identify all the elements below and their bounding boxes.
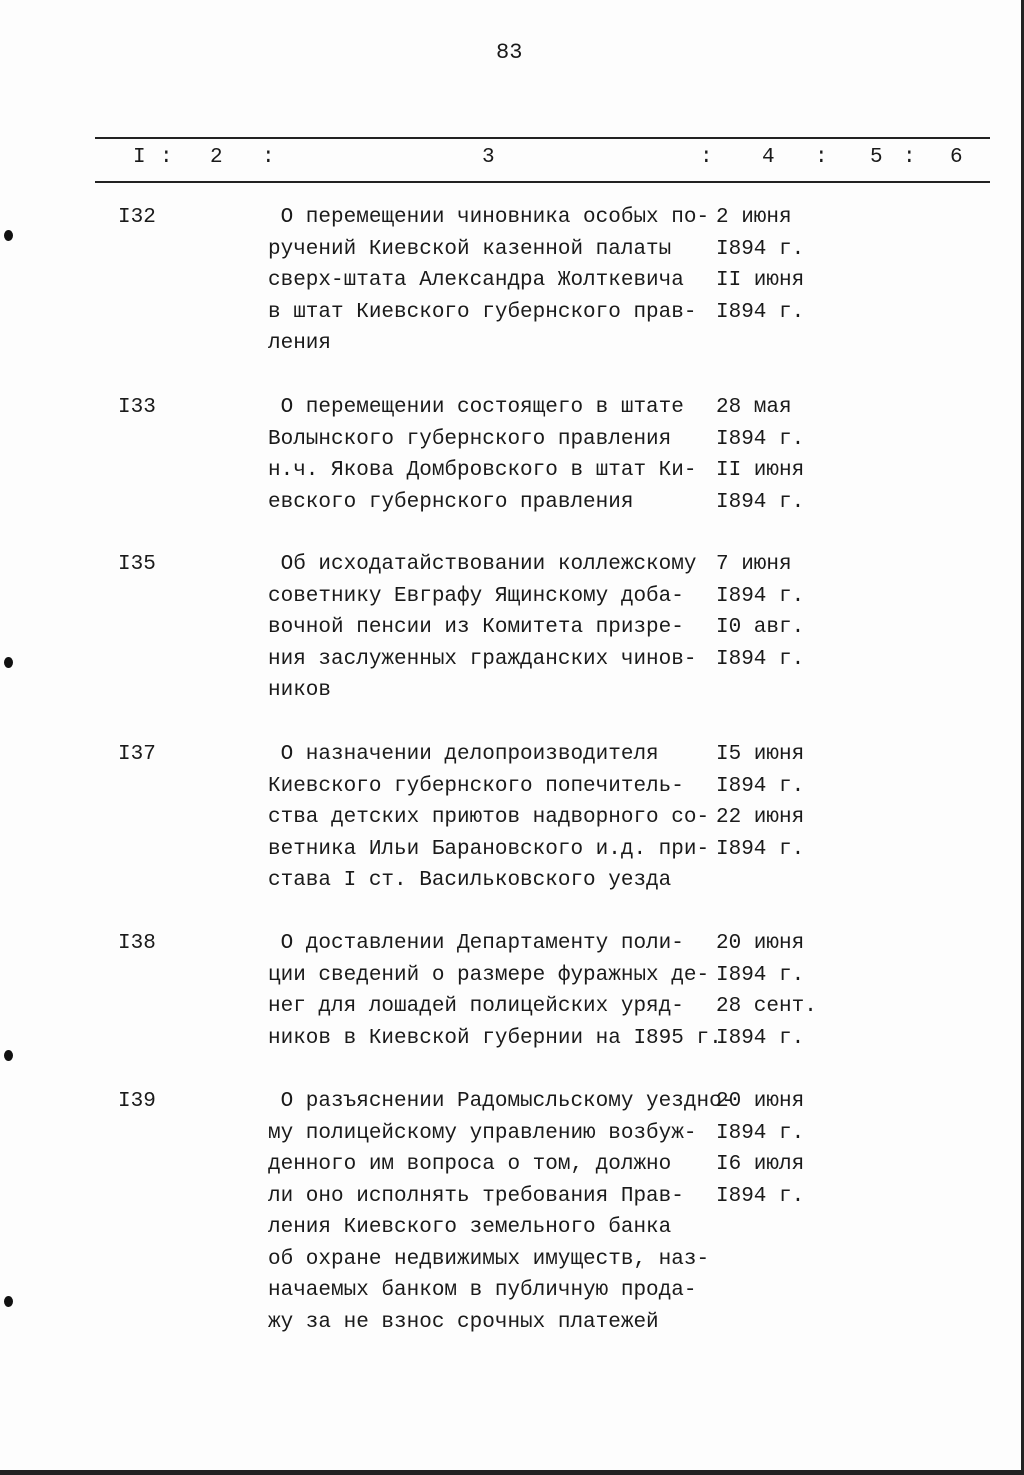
col-4: 4	[762, 146, 775, 169]
entry-date: I894 г.	[716, 584, 805, 608]
entry-text-line: ников	[268, 679, 332, 702]
entry-number: I33	[118, 396, 156, 419]
page-edge-bottom	[0, 1470, 1024, 1475]
entry-number: I37	[118, 743, 156, 766]
entry-text-line: О разъяснении Радомысльскому уездно-	[268, 1090, 735, 1113]
entry-text-line: н.ч. Якова Домбровского в штат Ки-	[268, 459, 697, 482]
entry-text-line: О назначении делопроизводителя	[268, 743, 659, 766]
entry-number: I39	[118, 1090, 156, 1113]
entry-text-line: Об исходатайствовании коллежскому	[268, 553, 697, 576]
entry-date: II июня	[716, 269, 805, 292]
entry-date: 2 июня	[716, 206, 792, 229]
entry-text-line: ния заслуженных гражданских чинов-	[268, 647, 697, 671]
entry-text-line: об охране недвижимых имуществ, наз-	[268, 1247, 710, 1271]
entry-date: 20 июня	[716, 1090, 805, 1113]
col-5: 5	[870, 146, 883, 169]
entry-text-line: начаемых банком в публичную прода-	[268, 1279, 697, 1302]
entry-date: II июня	[716, 459, 805, 482]
entry-number: I38	[118, 932, 156, 955]
entry-date: 28 сент.	[716, 995, 817, 1018]
entry-date: 20 июня	[716, 932, 805, 955]
entry-text-line: ции сведений о размере фуражных де-	[268, 963, 710, 987]
entry-text-line: ручений Киевской казенной палаты	[268, 237, 672, 261]
entry-text-line: ства детских приютов надворного со-	[268, 806, 710, 829]
header-top-rule	[95, 137, 990, 139]
entry-number: I35	[118, 553, 156, 576]
entry-text-line: денного им вопроса о том, должно	[268, 1153, 672, 1176]
entry-date: I6 июля	[716, 1153, 805, 1176]
entry-text-line: ников в Киевской губернии на I895 г.	[268, 1026, 722, 1050]
entry-text-line: Волынского губернского правления	[268, 427, 672, 451]
entry-date: 28 мая	[716, 396, 792, 419]
col-2: 2	[210, 146, 223, 169]
entry-text-line: жу за не взнос срочных платежей	[268, 1310, 659, 1334]
entry-text-line: О перемещении состоящего в штате	[268, 396, 684, 419]
col-3: 3	[482, 146, 495, 169]
entry-text-line: евского губернского правления	[268, 490, 634, 514]
entry-text-line: вочной пенсии из Комитета призре-	[268, 616, 684, 639]
entry-date: I894 г.	[716, 1184, 805, 1208]
col-6: 6	[950, 146, 963, 169]
entry-text-line: советнику Евграфу Ящинскому доба-	[268, 584, 684, 608]
col-sep: :	[815, 146, 828, 169]
entry-date: I894 г.	[716, 1121, 805, 1145]
entry-date: I894 г.	[716, 427, 805, 451]
col-sep: :	[700, 146, 713, 169]
entry-date: I894 г.	[716, 300, 805, 324]
entry-date: I894 г.	[716, 963, 805, 987]
entry-text-line: става I ст. Васильковского уезда	[268, 869, 672, 892]
entry-date: I894 г.	[716, 1026, 805, 1050]
entry-text-line: сверх-штата Александра Жолткевича	[268, 269, 684, 292]
col-1: I	[133, 146, 146, 169]
entry-text-line: О доставлении Департаменту поли-	[268, 932, 684, 955]
col-sep: :	[160, 146, 173, 169]
punch-hole	[4, 230, 13, 241]
punch-hole	[4, 657, 13, 668]
entry-text-line: ветника Ильи Барановского и.д. при-	[268, 837, 710, 861]
entry-text-line: в штат Киевского губернского прав-	[268, 300, 697, 324]
entry-text-line: Киевского губернского попечитель-	[268, 774, 684, 798]
page-number: 83	[496, 40, 523, 65]
entry-date: I894 г.	[716, 647, 805, 671]
entry-date: 7 июня	[716, 553, 792, 576]
header-bottom-rule	[95, 181, 990, 183]
entry-date: I0 авг.	[716, 616, 805, 639]
punch-hole	[4, 1296, 13, 1307]
entry-text-line: нег для лошадей полицейских уряд-	[268, 995, 684, 1018]
entry-date: 22 июня	[716, 806, 805, 829]
entry-date: I894 г.	[716, 490, 805, 514]
col-sep: :	[262, 146, 275, 169]
entry-text-line: ли оно исполнять требования Прав-	[268, 1184, 684, 1208]
entry-text-line: О перемещении чиновника особых по-	[268, 206, 710, 229]
punch-hole	[4, 1050, 13, 1061]
entry-date: I894 г.	[716, 837, 805, 861]
entry-text-line: ления Киевского земельного банка	[268, 1216, 672, 1239]
entry-date: I894 г.	[716, 237, 805, 261]
col-sep: :	[903, 146, 916, 169]
entry-text-line: му полицейскому управлению возбуж-	[268, 1121, 697, 1145]
entry-date: I5 июня	[716, 743, 805, 766]
entry-text-line: ления	[268, 332, 332, 355]
entry-number: I32	[118, 206, 156, 229]
entry-date: I894 г.	[716, 774, 805, 798]
